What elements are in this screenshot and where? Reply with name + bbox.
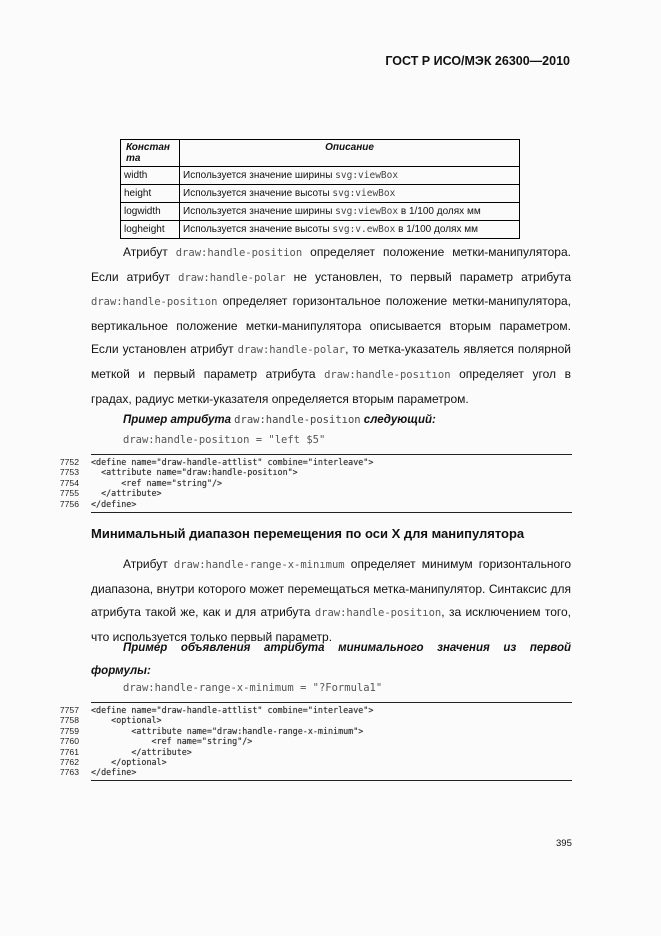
table-row xyxy=(121,185,520,203)
constant-name: logheight xyxy=(121,221,180,239)
table-header-row xyxy=(121,140,520,167)
divider xyxy=(91,512,572,513)
example-code: draw:handle-positıon = "left $5" xyxy=(123,434,326,446)
constant-name: height xyxy=(121,185,180,203)
constant-name: width xyxy=(121,167,180,185)
code-line: 7759 <attribute name="draw:handle-range-x-minimum"> xyxy=(59,725,364,736)
constant-description: Используется значение высоты svg:viewBox xyxy=(180,185,520,203)
column-header-description: Описание xyxy=(180,140,520,167)
constant-description: Используется значение ширины svg:viewBox xyxy=(180,167,520,185)
divider xyxy=(91,702,572,703)
code-line: 7762 </optional> xyxy=(59,757,167,768)
code-listing xyxy=(57,705,577,778)
code-line: 7760 <ref name="string"/> xyxy=(59,736,253,747)
constant-description: Используется значение ширины svg:viewBox в 1/100 долях мм xyxy=(180,203,520,221)
code-line: 7752 <define name="draw-handle-attlist" combine="interleave"> xyxy=(59,457,374,467)
column-header-constant: Констан та xyxy=(121,140,180,167)
constant-name: logwidth xyxy=(121,203,180,221)
table-row xyxy=(121,167,520,185)
section-title: Минимальный диапазон перемещения по оси X для манипулятора xyxy=(91,526,525,541)
document-header: ГОСТ Р ИСО/МЭК 26300—2010 xyxy=(385,54,570,68)
code-line: 7755 </attribute> xyxy=(59,488,162,499)
table-row xyxy=(121,221,520,239)
divider xyxy=(91,780,572,781)
example-title: Пример атрибута draw:handle-positıon следующий: xyxy=(123,414,436,426)
code-line: 7756 </define> xyxy=(59,498,137,509)
code-line: 7758 <optional> xyxy=(59,715,162,726)
code-line: 7757 <define name="draw-handle-attlist" combine="interleave"> xyxy=(59,705,374,715)
constants-table xyxy=(120,139,520,239)
code-line: 7763 </define> xyxy=(59,767,137,778)
code-line: 7761 </attribute> xyxy=(59,746,192,757)
page-number: 395 xyxy=(556,838,572,849)
constant-description: Используется значение высоты svg:v.ewBox в 1/100 долях мм xyxy=(180,221,520,239)
code-listing xyxy=(57,457,577,509)
example-code: draw:handle-range-x-minimum = "?Formula1" xyxy=(123,682,383,694)
paragraph-handle-position: Атрибут draw:handle-position определяет положение метки-манипулятора. Если атрибут draw:handle-polar не установлен, то первый параметр атрибута draw:handle-positıon определяет горизонтальное положение метки-манипулятора, вертикальное положение метки-манипулятора описывается вторым параметром. Если установлен атрибут draw:handle-polar, то метка-указатель является полярной меткой и первый параметр атрибута draw:handle-posıtıon определяет угол в градах, радиус метки-указателя определяется вторым параметром. xyxy=(91,245,572,406)
example-title: Пример объявления атрибута минимального значения из первой формулы: xyxy=(91,642,571,677)
code-line: 7754 <ref name="string"/> xyxy=(59,477,223,488)
code-line: 7753 <attribute name="draw:handle-positıon"> xyxy=(59,467,298,478)
table-row xyxy=(121,203,520,221)
paragraph-range-x-minimum: Атрибут draw:handle-range-x-minımum определяет минимум горизонтального диапазона, внутри которого может перемещаться метка-манипулятор. Синтаксис для атрибута такой же, как и для атрибута draw:handle-positıon, за исключением того, что используется только первый параметр. xyxy=(91,557,571,644)
divider xyxy=(91,454,572,455)
